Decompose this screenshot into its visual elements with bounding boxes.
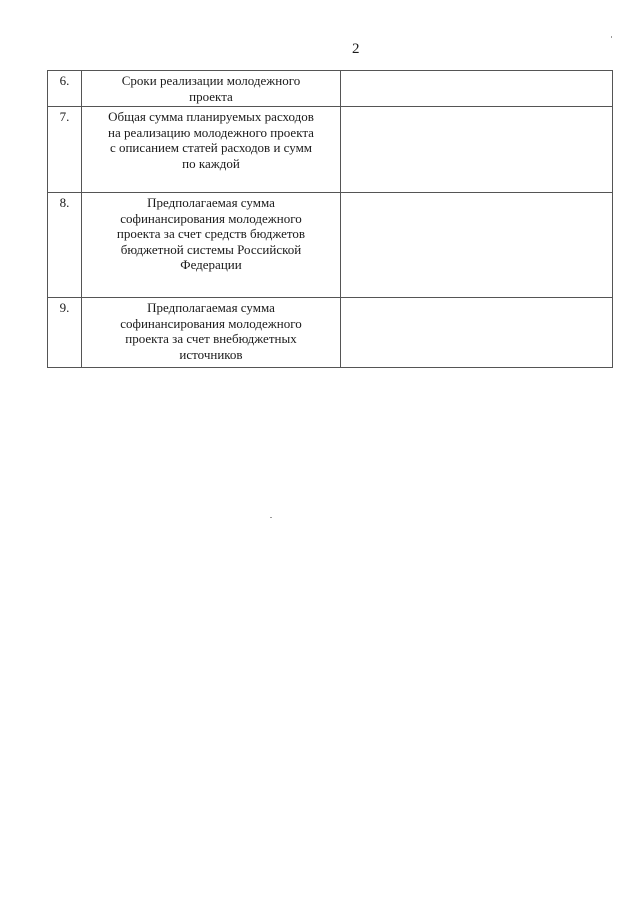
row-label-9 [82, 298, 341, 368]
project-details-table [47, 70, 613, 368]
row-value-6[interactable] [341, 71, 613, 107]
row-number-8: 8. [48, 193, 82, 298]
row-label-6 [82, 71, 341, 107]
row-label-text-6: Сроки реализации молодежного проекта [121, 73, 301, 104]
row-label-text-8: Предполагаемая сумма софинансирования молодежного проекта за счет средств бюджетов бюджетной системы Российской Федерации [116, 195, 306, 272]
row-number-9: 9. [48, 298, 82, 368]
row-number-7: 7. [48, 107, 82, 193]
table-row-7 [48, 107, 613, 193]
row-label-7 [82, 107, 341, 193]
page-number: 2 [352, 41, 360, 57]
scan-artifact-mark-edge [611, 36, 612, 38]
row-label-8 [82, 193, 341, 298]
scan-artifact-mark [270, 517, 272, 518]
row-number-6: 6. [48, 71, 82, 107]
table-row-6 [48, 71, 613, 107]
row-label-text-7: Общая сумма планируемых расходов на реализацию молодежного проекта с описанием статей расходов и сумм по каждой [108, 109, 314, 171]
table-row-8 [48, 193, 613, 298]
table-row-9 [48, 298, 613, 368]
row-value-7[interactable] [341, 107, 613, 193]
row-value-9[interactable] [341, 298, 613, 368]
row-value-8[interactable] [341, 193, 613, 298]
row-label-text-9: Предполагаемая сумма софинансирования молодежного проекта за счет внебюджетных источников [120, 300, 302, 362]
